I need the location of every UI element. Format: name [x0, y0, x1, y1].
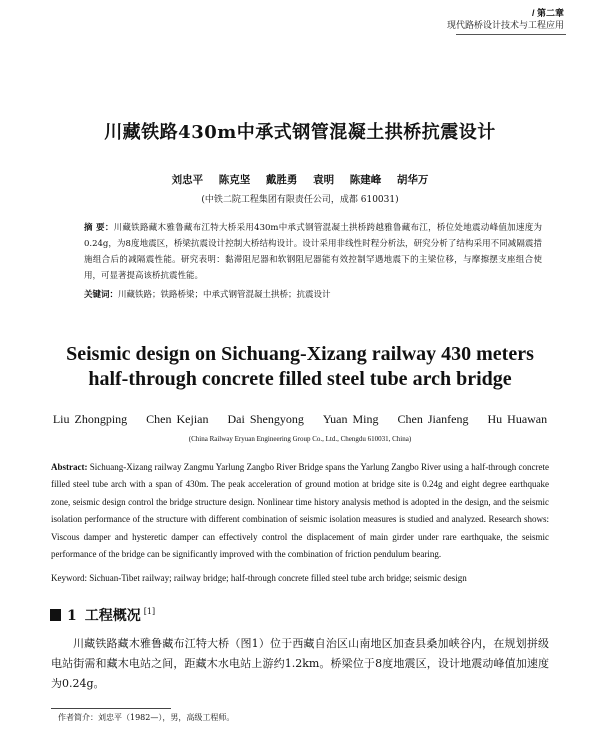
english-keywords-text: Sichuan-Tibet railway; railway bridge; half-through concrete filled steel tube arch bridge; seismic design	[89, 573, 467, 583]
section-reference: [1]	[143, 607, 156, 617]
english-authors	[0, 412, 600, 427]
english-keywords	[51, 573, 549, 583]
section-number: 1	[67, 608, 77, 624]
section-title: 工程概况	[84, 608, 141, 624]
english-author: Dai Shengyong	[227, 412, 304, 426]
section-paragraph: 川藏铁路藏木雅鲁藏布江特大桥（图1）位于西藏自治区山南地区加查县桑加峡谷内，在规划拼级电站街需和藏木电站之间，距藏木水电站上游约1.2km。桥梁位于8度地震区，设计地震动峰值加速度为0.24g。	[51, 637, 549, 690]
chinese-keywords	[84, 288, 542, 300]
english-author: Chen Kejian	[146, 412, 209, 426]
english-author: Liu Zhongping	[52, 412, 128, 426]
chinese-keywords-label: 关键词：	[84, 290, 119, 300]
english-author: Yuan Ming	[322, 412, 379, 426]
english-title-line1: Seismic design on Sichuang-Xizang railway 430 meters	[66, 343, 534, 365]
english-affiliation: (China Railway Eryuan Engineering Group Co., Ltd., Chengdu 610031, China)	[188, 435, 412, 443]
english-abstract-text: Sichuang-Xizang railway Zangmu Yarlung Zangbo River Bridge spans the Yarlung Zangbo River using a half-through concrete filled steel tube arch with a span of 430m. The peak acceleration of ground motion at bridge site is 0.24g and eight degree earthquake zone, seismic design control the bridge structure design. Nonlinear time history analysis method is adopted in the design, and the seismic isolation performance of the structure with different combination of seismic isolation measures is studied and analyzed. Research shows: Viscous damper and hysteretic damper can effectively control the displacement of main girder under rare earthquake, the seismic performance of the bridge can be significantly improved with the combination of friction pendulum bearing.	[51, 462, 550, 560]
english-author: Chen Jianfeng	[397, 412, 469, 426]
section-square-icon	[50, 609, 61, 621]
header-rule	[456, 34, 566, 35]
chinese-title: 川藏铁路430m中承式钢管混凝土拱桥抗震设计	[104, 122, 496, 143]
chinese-abstract-text: 川藏铁路藏木雅鲁藏布江特大桥采用430m中承式钢管混凝土拱桥跨越雅鲁藏布江，桥位处地震动峰值加速度为0.24g，为8度地震区，桥梁抗震设计控制大桥结构设计。设计采用非线性时程分析法，研究分析了结构采用不同减隔震措施组合后的减隔震性能。研究表明：黏滞阻尼器和软钢阻尼器能有效控制罕遇地震下的主梁位移，与摩擦摆支座组合使用，可显著提高该桥抗震性能。	[84, 223, 542, 281]
english-title-line2: half-through concrete filled steel tube arch bridge	[88, 368, 512, 390]
english-abstract	[51, 459, 549, 563]
english-title	[0, 342, 600, 392]
chinese-authors: 刘忠平 陈克坚 戴胜勇 袁明 陈建峰 胡华万	[171, 174, 429, 186]
english-keywords-label: Keyword:	[51, 573, 87, 583]
english-author: Hu Huawan	[487, 412, 548, 426]
running-header-subtitle: 现代路桥设计技术与工程应用	[446, 20, 564, 30]
chinese-keywords-text: 川藏铁路；铁路桥梁；中承式钢管混凝土拱桥；抗震设计	[118, 290, 331, 300]
author-footnote: 作者简介：刘忠平（1982—），男，高级工程师。	[58, 713, 235, 722]
english-abstract-label: Abstract:	[51, 462, 88, 472]
running-header-chapter: / 第二章	[531, 8, 564, 18]
chinese-affiliation: (中铁二院工程集团有限责任公司，成都 610031)	[201, 195, 399, 205]
chinese-abstract	[84, 220, 542, 284]
chinese-abstract-label: 摘 要：	[84, 223, 114, 233]
section-heading	[50, 605, 155, 625]
footnote-rule	[51, 708, 171, 709]
